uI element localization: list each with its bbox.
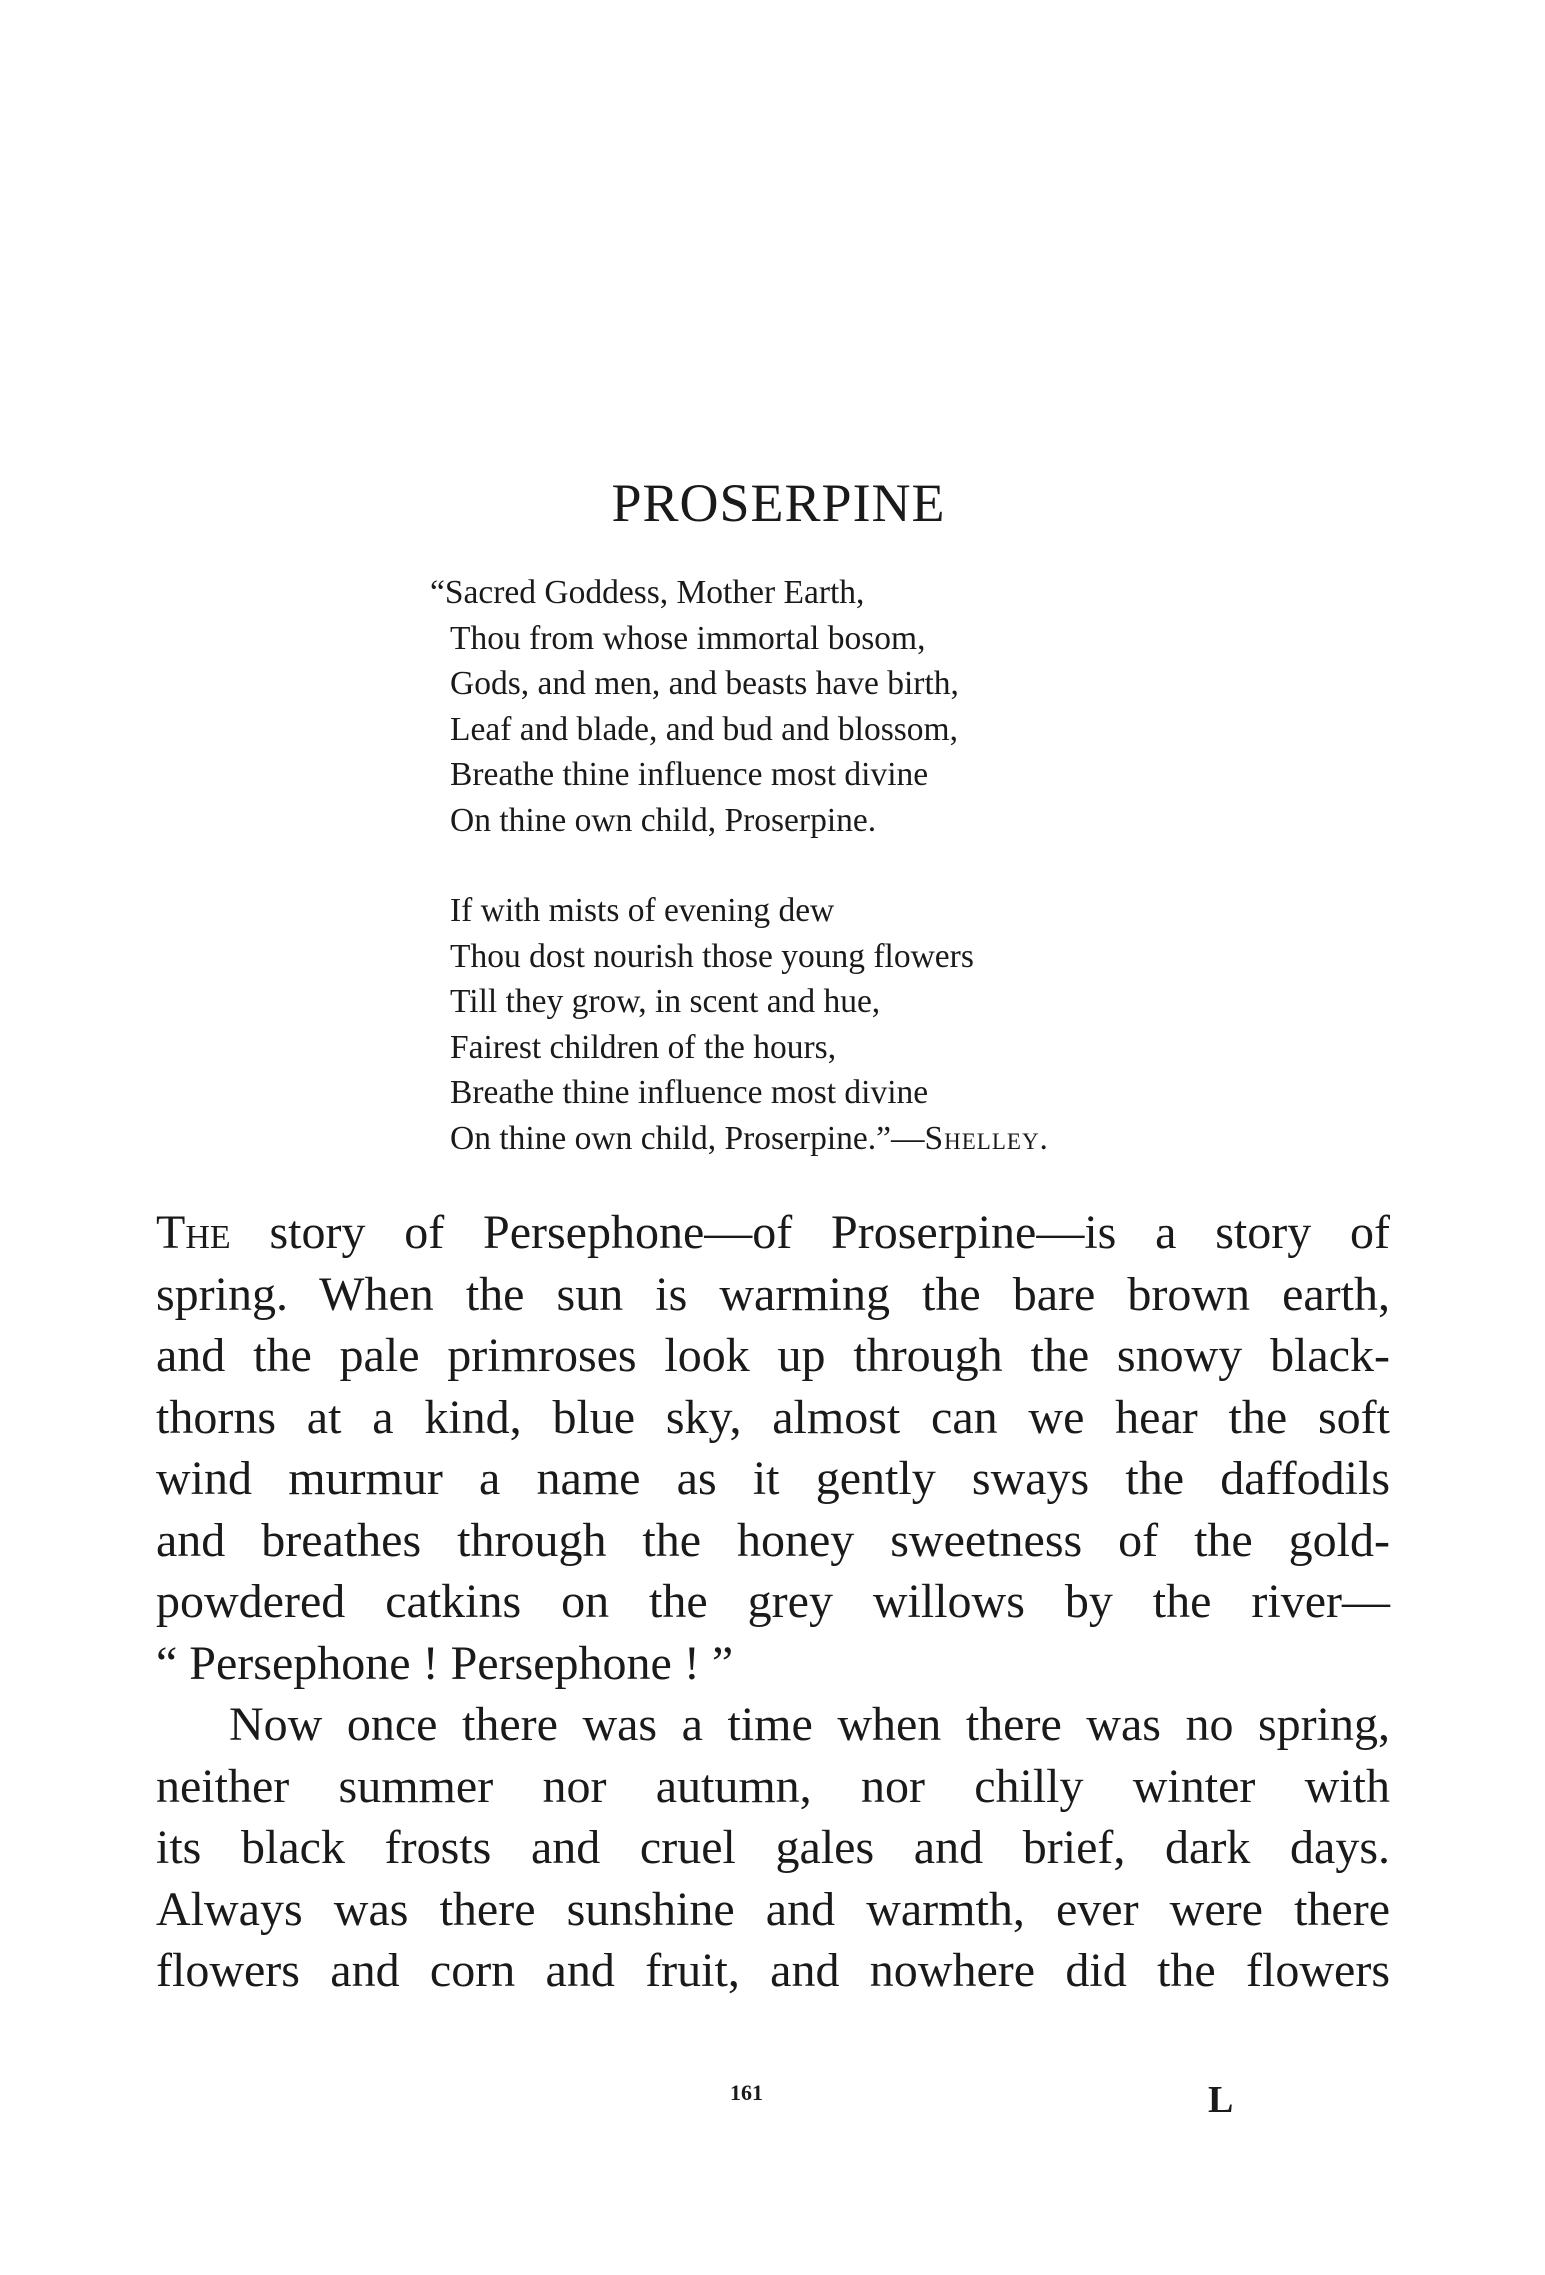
paragraph-2 bbox=[156, 1694, 1390, 2002]
poem-line-text: On thine own child, Proserpine.”— bbox=[450, 1119, 925, 1157]
poem-line: Thou from whose immortal bosom, bbox=[450, 619, 926, 657]
poem-line: “Sacred Goddess, Mother Earth, bbox=[430, 574, 865, 611]
text-line: and the pale primroses look up through the snowy black- bbox=[156, 1329, 1390, 1382]
poem-stanza-1 bbox=[430, 570, 1270, 843]
text-line: wind murmur a name as it gently sways the daffodils bbox=[156, 1452, 1390, 1505]
epigraph-poem bbox=[430, 570, 1270, 1161]
poem-line: Gods, and men, and beasts have birth, bbox=[450, 665, 959, 702]
text-line: powdered catkins on the grey willows by the river— bbox=[156, 1575, 1390, 1628]
body-text bbox=[156, 1202, 1390, 2002]
paragraph-1 bbox=[156, 1202, 1390, 1694]
poem-line: Fairest children of the hours, bbox=[450, 1028, 837, 1066]
poem-line: On thine own child, Proserpine. bbox=[450, 801, 877, 839]
poem-stanza-2 bbox=[450, 888, 1270, 1161]
poem-line: Thou dost nourish those young flowers bbox=[450, 937, 974, 975]
signature-mark: L bbox=[1208, 2079, 1234, 2121]
text-line: thorns at a kind, blue sky, almost can we hear the soft bbox=[156, 1390, 1390, 1444]
text-line: neither summer nor autumn, nor chilly winter with bbox=[156, 1759, 1390, 1813]
page-number: 161 bbox=[730, 2080, 763, 2105]
text-line: “ Persephone ! Persephone ! ” bbox=[156, 1636, 734, 1690]
poem-last-line bbox=[450, 1116, 1270, 1162]
poem-line: Breathe thine influence most divine bbox=[450, 756, 929, 793]
text-line-rest: story of Persephone—of Proserpine—is a story of bbox=[230, 1206, 1390, 1259]
text-line: its black frosts and cruel gales and brief, dark days. bbox=[156, 1821, 1390, 1874]
text-line bbox=[156, 1202, 1390, 1264]
text-line: Now once there was a time when there was no spring, bbox=[229, 1698, 1390, 1751]
poem-line: If with mists of evening dew bbox=[450, 892, 835, 929]
chapter-title: PROSERPINE bbox=[611, 473, 946, 533]
text-line: Always was there sunshine and warmth, ever were there bbox=[156, 1882, 1390, 1936]
poem-line: Till they grow, in scent and hue, bbox=[450, 983, 881, 1020]
poem-line: Leaf and blade, and bud and blossom, bbox=[450, 710, 958, 748]
text-line: and breathes through the honey sweetness of the gold- bbox=[156, 1513, 1390, 1567]
text-line: spring. When the sun is warming the bare brown earth, bbox=[156, 1267, 1390, 1321]
poem-line: Breathe thine influence most divine bbox=[450, 1074, 929, 1111]
opening-word: The bbox=[156, 1206, 231, 1259]
text-line: flowers and corn and fruit, and nowhere did the flowers bbox=[156, 1944, 1390, 1997]
epigraph-attribution: Shelley. bbox=[924, 1119, 1049, 1157]
